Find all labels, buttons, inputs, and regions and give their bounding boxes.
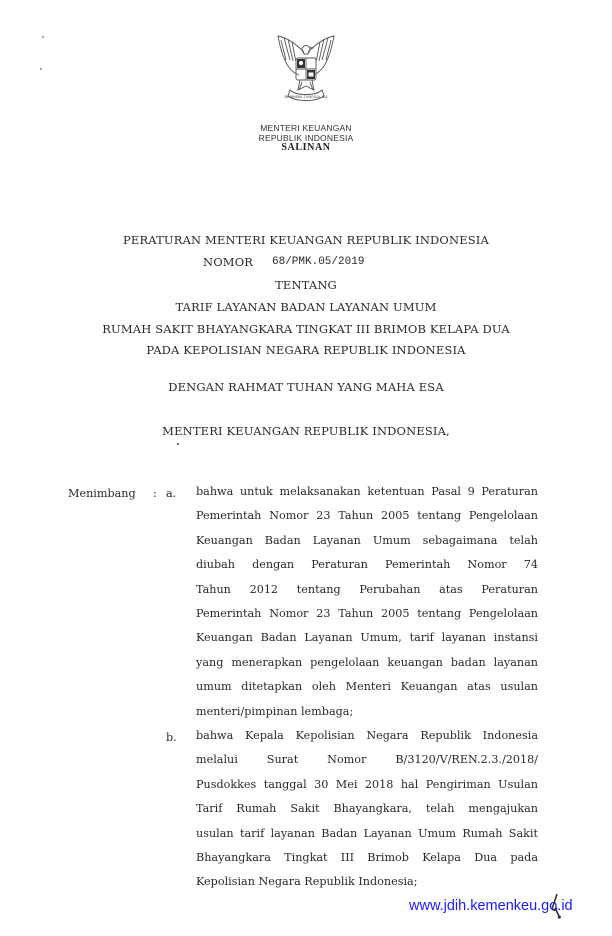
text-line: Pemerintah Nomor 23 Tahun 2005 tentang Pengelolaan [196, 509, 538, 523]
text-line: Tarif Rumah Sakit Bhayangkara, telah mengajukan [196, 802, 538, 816]
letterhead-line2: REPUBLIK INDONESIA [258, 133, 354, 143]
tentang-label: TENTANG [275, 278, 337, 292]
text-line: Bhayangkara Tingkat III Brimob Kelapa Dua pada [196, 851, 538, 865]
subject-line-3: PADA KEPOLISIAN NEGARA REPUBLIK INDONESIA [146, 343, 466, 357]
garuda-emblem-icon [266, 30, 346, 110]
text-line: bahwa Kepala Kepolisian Negara Republik Indonesia [196, 729, 538, 742]
text-line: Keuangan Badan Layanan Umum sebagaimana telah [196, 533, 538, 547]
invocation: DENGAN RAHMAT TUHAN YANG MAHA ESA [168, 380, 444, 394]
scan-speck [42, 36, 44, 38]
subject-line-1: TARIF LAYANAN BADAN LAYANAN UMUM [175, 300, 437, 314]
item-a-marker: a. [166, 487, 177, 500]
regulation-title: PERATURAN MENTERI KEUANGAN REPUBLIK INDONESIA [123, 233, 489, 247]
text-line: Pemerintah Nomor 23 Tahun 2005 tentang Pengelolaan [196, 607, 538, 621]
text-line: Kepolisian Negara Republik Indonesia; [196, 875, 418, 889]
text-line: melalui Surat Nomor B/3120/V/REN.2.3./2018/ [196, 753, 538, 767]
letterhead-line1: MENTERI KEUANGAN [260, 123, 352, 133]
handwritten-initial-icon [547, 892, 567, 922]
text-line: Pusdokkes tanggal 30 Mei 2018 hal Pengiriman Usulan [196, 777, 538, 791]
text-line: Keuangan Badan Layanan Umum, tarif layanan instansi [196, 631, 538, 645]
text-line: diubah dengan Peraturan Pemerintah Nomor 74 [196, 558, 538, 572]
svg-text:BHINNEKA TUNGGAL IKA: BHINNEKA TUNGGAL IKA [284, 95, 328, 99]
text-line: umum ditetapkan oleh Menteri Keuangan atas usulan [196, 680, 538, 694]
text-line: usulan tarif layanan Badan Layanan Umum Rumah Sakit [196, 826, 538, 840]
issuer: MENTERI KEUANGAN REPUBLIK INDONESIA, [162, 424, 450, 438]
text-line: Tahun 2012 tentang Perubahan atas Peraturan [196, 582, 538, 596]
menimbang-colon: : [153, 487, 157, 500]
item-b-marker: b. [166, 731, 177, 744]
scan-speck [40, 68, 42, 70]
scan-dot [177, 443, 179, 445]
text-line: menteri/pimpinan lembaga; [196, 704, 354, 718]
item-a-text [196, 480, 538, 724]
item-b-text [196, 724, 538, 895]
salinan-stamp: SALINAN [281, 142, 331, 153]
menimbang-label: Menimbang [68, 487, 136, 500]
nomor-value: 68/PMK.05/2019 [272, 256, 365, 268]
text-line: yang menerapkan pengelolaan keuangan badan layanan [196, 655, 538, 669]
nomor-label: NOMOR [203, 255, 254, 269]
text-line: bahwa untuk melaksanakan ketentuan Pasal 9 Peraturan [196, 485, 538, 498]
subject-line-2: RUMAH SAKIT BHAYANGKARA TINGKAT III BRIMOB KELAPA DUA [102, 322, 510, 336]
jdih-link[interactable]: www.jdih.kemenkeu.go.id [409, 898, 573, 914]
